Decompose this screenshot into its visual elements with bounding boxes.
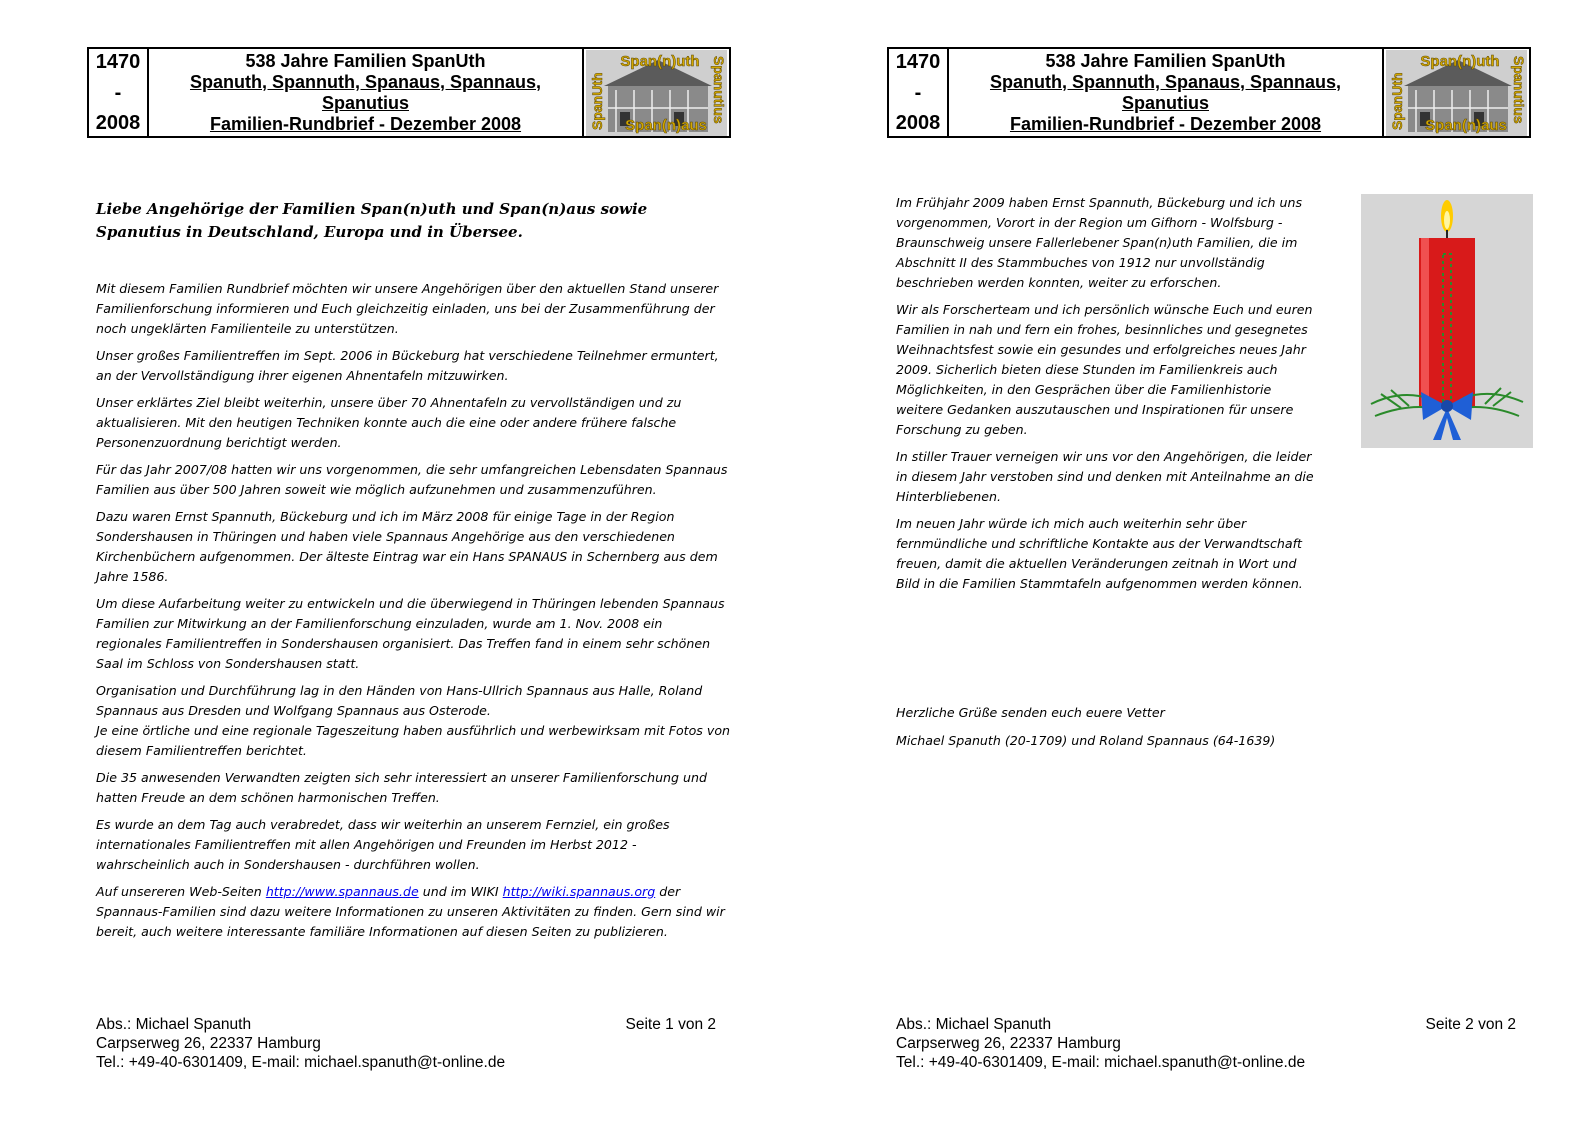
header-names-2: Spanutius [321,93,409,113]
page-number: Seite 1 von 2 [625,1016,716,1033]
svg-text:Span(n)aus: Span(n)aus [625,116,707,134]
page1-footer [96,1015,716,1072]
paragraph: Wir als Forscherteam und ich persönlich wünsche Euch und euren Familien in nah und fern ein frohes, besinnliches und gesegnetes Weihnachtsfest sowie ein gesundes und erfolgreiches neues Jahr 2009. Sicherlich bieten diese Stunden im Familienkreis auch Möglichkeiten, in den Gesprächen über die Familienhistorie weitere Gedanken auszutauschen und Inspirationen für unsere Forschung zu geben. [896,302,1313,437]
year-range [889,49,949,136]
header-names: Spanuth, Spannuth, Spanaus, Spannaus, [989,72,1342,92]
web-text-pre: Auf unsereren Web-Seiten [96,884,262,899]
footer-sender: Abs.: Michael Spanuth [96,1016,252,1033]
footer-address: Carpserweg 26, 22337 Hamburg [96,1035,321,1052]
website-link[interactable]: http://www.spannaus.de [265,884,419,899]
paragraph: Mit diesem Familien Rundbrief möchten wir unsere Angehörigen über den aktuellen Stand unserer Familienforschung informieren und Euch gleichzeitig einladen, uns bei der Zusammenführung der noch ungeklärten Familienteile zu unterstützen. [96,281,719,336]
page1-body [96,279,732,949]
svg-text:Span(n)aus: Span(n)aus [1425,116,1507,134]
page2-body [896,193,1316,601]
paragraph: In stiller Trauer verneigen wir uns vor den Angehörigen, die leider in diesem Jahr verstoben sind und denken mit Anteilnahme an die Hinterbliebenen. [896,449,1314,504]
year-dash: - [114,81,122,104]
svg-text:Spanutius: Spanutius [1511,55,1527,124]
header-title-block [149,49,584,136]
paragraph: Die 35 anwesenden Verwandten zeigten sich sehr interessiert an unserer Familienforschung und hatten Freude an dem schönen harmonischen Treffen. [96,770,707,805]
header-title-block [949,49,1384,136]
signature-block [896,703,1275,759]
web-paragraph [96,882,732,942]
header-subtitle: Familien-Rundbrief - Dezember 2008 [209,114,522,134]
page-number: Seite 2 von 2 [1425,1016,1516,1033]
paragraph: Im Frühjahr 2009 haben Ernst Spannuth, Bückeburg und ich uns vorgenommen, Vorort in der Region um Gifhorn - Wolfsburg - Braunschweig unsere Fallerlebener Span(n)uth Familien, die im Abschnitt II des Stammbuches von 1912 nur unvollständig beschrieben werden konnten, weiter zu erforschen. [896,195,1303,290]
year-start: 1470 [895,51,941,73]
footer-sender: Abs.: Michael Spanuth [896,1016,1052,1033]
paragraph: Im neuen Jahr würde ich mich auch weiterhin sehr über fernmündliche und schriftliche Kontakte aus der Verwandtschaft freuen, damit die aktuellen Veränderungen zeitnah in Wort und Bild in die Familien Stammtafeln aufgenommen werden können. [896,516,1303,591]
paragraph: Unser erklärtes Ziel bleibt weiterhin, unsere über 70 Ahnentafeln zu vervollständigen und zu aktualisieren. Mit den heutigen Techniken konnte auch die eine oder andere frühere falsche Personenzuordnung berichtigt werden. [96,395,682,450]
web-text-post: der Spannaus-Familien sind dazu weitere Informationen zu unseren Aktivitäten zu finden. Gern sind wir bereit, auch weitere interessante familiäre Informationen auf diesen Seiten zu publizieren. [96,884,725,939]
footer-contact: Tel.: +49-40-6301409, E-mail: michael.spanuth@t-online.de [896,1054,1306,1071]
header-subtitle: Familien-Rundbrief - Dezember 2008 [1009,114,1322,134]
svg-text:Span(n)uth: Span(n)uth [1420,52,1500,70]
svg-text:Spanutius: Spanutius [711,55,727,124]
family-logo [584,49,729,136]
family-logo-image [586,50,727,136]
year-dash: - [914,81,922,104]
year-end: 2008 [895,112,941,134]
paragraph: Um diese Aufarbeitung weiter zu entwickeln und die überwiegend in Thüringen lebenden Spannaus Familien zur Mitwirkung an der Familienforschung einzuladen, wurde am 1. Nov. 2008 ein regionales Familientreffen in Sondershausen organisiert. Das Treffen fand in einem sehr schönen Saal im Schloss von Sondershausen statt. [96,596,725,671]
page1-header-box [87,47,731,138]
christmas-candle-image [1361,194,1533,448]
footer-address: Carpserweg 26, 22337 Hamburg [896,1035,1121,1052]
web-text-mid: und im WIKI [422,884,499,899]
footer-contact: Tel.: +49-40-6301409, E-mail: michael.spanuth@t-online.de [96,1054,506,1071]
header-names: Spanuth, Spannuth, Spanaus, Spannaus, [189,72,542,92]
svg-text:Span(n)uth: Span(n)uth [620,52,700,70]
family-logo-image [1386,50,1527,136]
year-range [89,49,149,136]
svg-text:SpanUth: SpanUth [589,71,605,130]
regards-line: Herzliche Grüße senden euch euere Vetter [896,705,1165,720]
signers-line: Michael Spanuth (20-1709) und Roland Spannaus (64-1639) [896,733,1276,748]
page2-footer [896,1015,1516,1072]
header-title: 538 Jahre Familien SpanUth [245,51,486,71]
paragraph: Dazu waren Ernst Spannuth, Bückeburg und ich im März 2008 für einige Tage in der Region Sondershausen in Thüringen und haben viele Spannaus Angehörige aus den verschiedenen Kirchenbüchern aufgenommen. Der älteste Eintrag war ein Hans SPANAUS in Schernberg aus dem Jahre 1586. [96,509,718,584]
wiki-link[interactable]: http://wiki.spannaus.org [502,884,656,899]
paragraph: Für das Jahr 2007/08 hatten wir uns vorgenommen, die sehr umfangreichen Lebensdaten Spannaus Familien aus über 500 Jahren soweit wie möglich aufzunehmen und zusammenzuführen. [96,462,728,497]
greeting-heading: Liebe Angehörige der Familien Span(n)uth und Span(n)aus sowie Spanutius in Deutschland, Europa und in Übersee. [96,200,648,241]
paragraph: Organisation und Durchführung lag in den Händen von Hans-Ullrich Spannaus aus Halle, Roland Spannaus aus Dresden und Wolfgang Spannaus aus Osterode. [96,683,703,718]
paragraph: Je eine örtliche und eine regionale Tageszeitung haben ausführlich und werbewirksam mit Fotos von diesem Familientreffen berichtet. [96,723,731,758]
header-title: 538 Jahre Familien SpanUth [1045,51,1286,71]
header-names-2: Spanutius [1121,93,1209,113]
year-start: 1470 [95,51,141,73]
svg-text:SpanUth: SpanUth [1389,71,1405,130]
paragraph: Es wurde an dem Tag auch verabredet, dass wir weiterhin an unserem Fernziel, ein großes internationales Familientreffen mit allen Angehörigen und Freunden im Herbst 2012 - wahrscheinlich auch in Sondershausen - durchführen wollen. [96,817,670,872]
page2-header-box [887,47,1531,138]
paragraph: Unser großes Familientreffen im Sept. 2006 in Bückeburg hat verschiedene Teilnehmer ermuntert, an der Vervollständigung ihrer eigenen Ahnentafeln mitzuwirken. [96,348,719,383]
year-end: 2008 [95,112,141,134]
family-logo [1384,49,1529,136]
